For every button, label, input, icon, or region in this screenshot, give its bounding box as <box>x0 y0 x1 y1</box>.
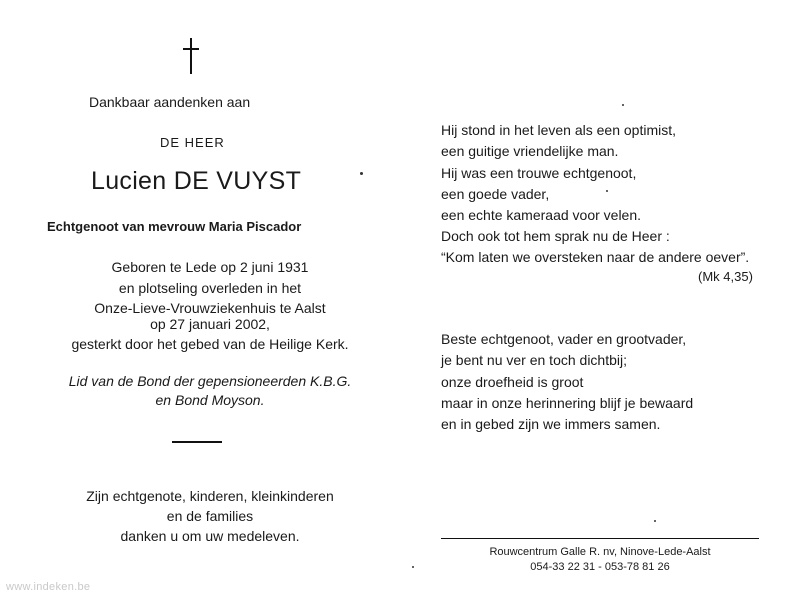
farewell-line: onze droefheid is groot <box>441 374 584 390</box>
scan-speck <box>412 566 414 568</box>
family-line: en de families <box>166 508 254 524</box>
scan-speck <box>360 172 363 175</box>
bible-reference: (Mk 4,35) <box>698 269 753 284</box>
honorific: DE HEER <box>160 135 225 150</box>
scan-speck <box>606 190 608 192</box>
scan-speck <box>622 104 624 106</box>
family-line: danken u om uw medeleven. <box>120 528 300 544</box>
bio-line: Geboren te Lede op 2 juni 1931 <box>111 259 309 275</box>
membership-line: en Bond Moyson. <box>155 392 265 408</box>
bio-line: gesterkt door het gebed van de Heilige Kerk. <box>71 336 349 352</box>
poem-line: een echte kameraad voor velen. <box>441 207 642 223</box>
funeral-home-phones: 054-33 22 31 - 053-78 81 26 <box>530 561 670 573</box>
poem-line: Doch ook tot hem sprak nu de Heer : <box>441 228 670 244</box>
bio-line: en plotseling overleden in het <box>118 280 302 296</box>
funeral-home: Rouwcentrum Galle R. nv, Ninove-Lede-Aalst <box>489 546 711 558</box>
poem-line: “Kom laten we oversteken naar de andere oever”. <box>441 249 750 265</box>
spouse-line: Echtgenoot van mevrouw Maria Piscador <box>47 219 302 234</box>
poem-line: een guitige vriendelijke man. <box>441 143 619 159</box>
farewell-line: Beste echtgenoot, vader en grootvader, <box>441 331 687 347</box>
footer-divider <box>441 538 759 539</box>
poem-line: Hij stond in het leven als een optimist, <box>441 122 677 138</box>
family-line: Zijn echtgenote, kinderen, kleinkinderen <box>86 488 334 504</box>
bio-line: op 27 januari 2002, <box>150 316 270 332</box>
bio-line: Onze-Lieve-Vrouwziekenhuis te Aalst <box>94 300 326 316</box>
divider <box>172 441 222 443</box>
poem-line: Hij was een trouwe echtgenoot, <box>441 165 637 181</box>
watermark: www.indeken.be <box>6 581 91 593</box>
poem-line: een goede vader, <box>441 186 550 202</box>
farewell-line: en in gebed zijn we immers samen. <box>441 416 661 432</box>
scan-speck <box>654 520 656 522</box>
cross-icon <box>180 38 202 74</box>
intro-text: Dankbaar aandenken aan <box>89 94 251 110</box>
membership-line: Lid van de Bond der gepensioneerden K.B.G. <box>68 373 352 389</box>
farewell-line: je bent nu ver en toch dichtbij; <box>441 352 628 368</box>
deceased-name: Lucien DE VUYST <box>91 167 302 195</box>
farewell-line: maar in onze herinnering blijf je bewaard <box>441 395 694 411</box>
